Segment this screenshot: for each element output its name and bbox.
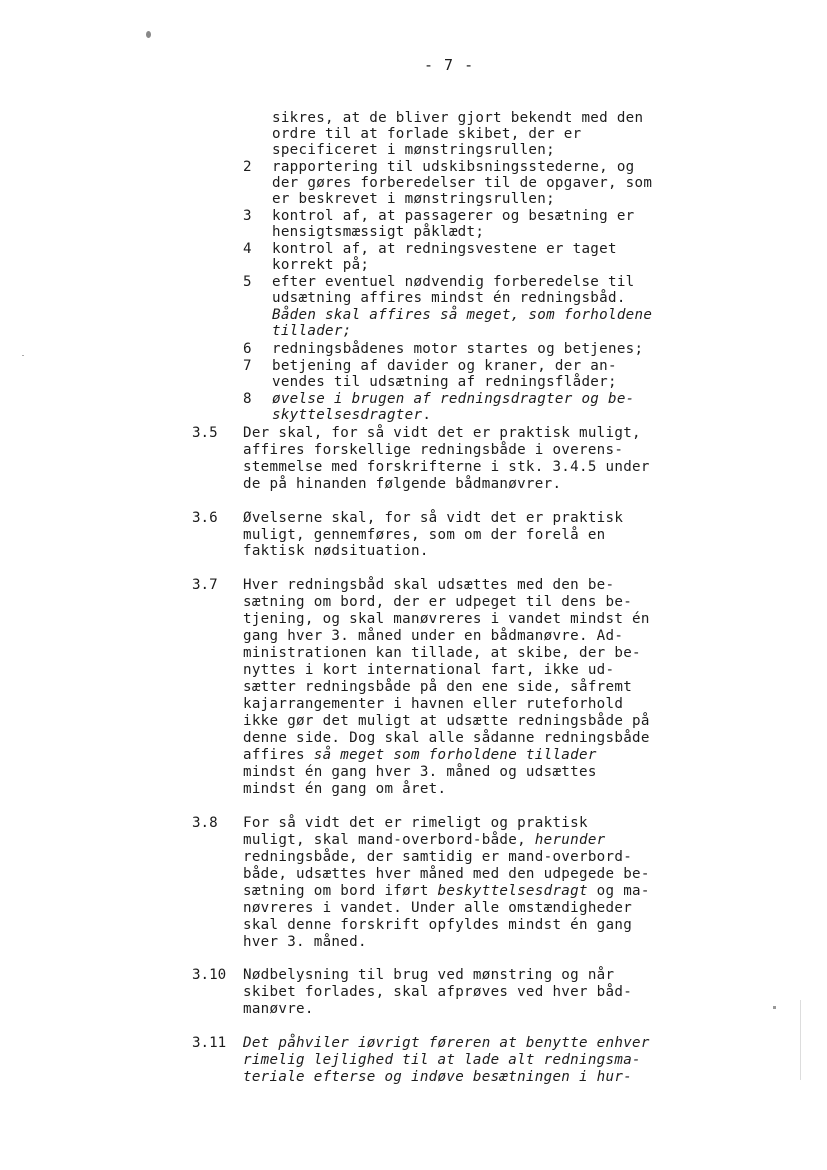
item-number: 3 <box>243 208 252 224</box>
text-line: ministrationen kan tillade, at skibe, der be- <box>243 645 641 661</box>
text-line-italic: Båden skal affires så meget, som forholdene <box>272 307 653 323</box>
text-line-italic: tillader; <box>272 323 352 339</box>
text-line: kontrol af, at passagerer og besætning er <box>272 208 635 224</box>
text-line <box>243 747 597 763</box>
text-line: muligt, gennemføres, som om der forelå en <box>243 527 606 543</box>
text-line: For så vidt det er rimeligt og praktisk <box>243 815 588 831</box>
text-line: faktisk nødsituation. <box>243 543 429 559</box>
text-span: . <box>422 407 432 423</box>
text-line: ikke gør det muligt at udsætte redningsbåde på <box>243 713 650 729</box>
section-number: 3.8 <box>192 815 218 831</box>
text-span: muligt, skal mand-overbord-både, <box>243 832 535 848</box>
text-line: de på hinanden følgende bådmanøvrer. <box>243 476 562 492</box>
text-line: skibet forlades, skal afprøves ved hver båd- <box>243 984 633 1000</box>
text-line: manøvre. <box>243 1001 314 1017</box>
text-italic: herunder <box>534 832 606 848</box>
section-number: 3.6 <box>192 510 218 526</box>
text-line <box>243 883 650 899</box>
item-number: 6 <box>243 341 252 357</box>
text-line: kajarrangementer i havnen eller ruteforhold <box>243 696 624 712</box>
text-line: Nødbelysning til brug ved mønstring og når <box>243 967 615 983</box>
text-line: udsætning affires mindst én redningsbåd. <box>272 290 626 306</box>
text-line: redningsbådenes motor startes og betjenes; <box>272 341 644 357</box>
text-line: korrekt på; <box>272 257 370 273</box>
text-line: mindst én gang om året. <box>243 781 447 797</box>
text-line-italic: Det påhviler iøvrigt føreren at benytte enhver <box>243 1035 650 1051</box>
text-line: nøvreres i vandet. Under alle omstændigheder <box>243 900 633 916</box>
section-number: 3.5 <box>192 425 218 441</box>
text-span: affires <box>243 747 314 763</box>
text-italic: skyttelsesdragter <box>272 407 423 423</box>
text-italic: beskyttelsesdragt <box>437 883 588 899</box>
text-line: gang hver 3. måned under en bådmanøvre. Ad- <box>243 628 624 644</box>
text-line: er beskrevet i mønstringsrullen; <box>272 191 555 207</box>
scan-mark <box>22 355 24 356</box>
text-line: kontrol af, at redningsvestene er taget <box>272 241 617 257</box>
text-line: efter eventuel nødvendig forberedelse til <box>272 274 635 290</box>
text-line: både, udsættes hver måned med den udpegede be- <box>243 866 650 882</box>
text-line <box>243 832 606 848</box>
text-line-italic: teriale efterse og indøve besætningen i hur- <box>243 1069 633 1085</box>
section-number: 3.10 <box>192 967 227 983</box>
text-line: Øvelserne skal, for så vidt det er praktisk <box>243 510 624 526</box>
text-line: ordre til at forlade skibet, der er <box>272 126 582 142</box>
section-number: 3.11 <box>192 1035 227 1051</box>
text-line: affires forskellige redningsbåde i overens- <box>243 442 624 458</box>
text-line: tjening, og skal manøvreres i vandet mindst én <box>243 611 650 627</box>
text-line: betjening af davider og kraner, der an- <box>272 358 617 374</box>
text-line: hensigtsmæssigt påklædt; <box>272 224 485 240</box>
item-number: 8 <box>243 391 252 407</box>
text-italic: så meget som forholdene tillader <box>313 747 597 763</box>
section-number: 3.7 <box>192 577 218 593</box>
text-line: redningsbåde, der samtidig er mand-overbord- <box>243 849 633 865</box>
text-line: sætter redningsbåde på den ene side, såfremt <box>243 679 633 695</box>
text-line-italic: rimelig lejlighed til at lade alt redningsma- <box>243 1052 641 1068</box>
text-line: skal denne forskrift opfyldes mindst én gang <box>243 917 633 933</box>
text-line: rapportering til udskibsningsstederne, og <box>272 159 635 175</box>
text-line: der gøres forberedelser til de opgaver, som <box>272 175 653 191</box>
text-line: mindst én gang hver 3. måned og udsættes <box>243 764 597 780</box>
page-number: - 7 - <box>424 56 475 74</box>
text-span: og ma- <box>587 883 650 899</box>
margin-tick <box>773 1006 776 1009</box>
text-line: sætning om bord, der er udpeget til dens be- <box>243 594 633 610</box>
item-number: 7 <box>243 358 252 374</box>
text-line: hver 3. måned. <box>243 934 367 950</box>
text-line: sikres, at de bliver gjort bekendt med den <box>272 110 644 126</box>
text-span: sætning om bord iført <box>243 883 438 899</box>
scan-speck <box>146 31 151 38</box>
text-line: stemmelse med forskrifterne i stk. 3.4.5 under <box>243 459 650 475</box>
text-line: vendes til udsætning af redningsflåder; <box>272 374 617 390</box>
item-number: 4 <box>243 241 252 257</box>
text-line: Hver redningsbåd skal udsættes med den be- <box>243 577 615 593</box>
text-line-italic: øvelse i brugen af redningsdragter og be- <box>272 391 635 407</box>
text-line: specificeret i mønstringsrullen; <box>272 142 555 158</box>
text-line <box>272 407 431 423</box>
text-line: denne side. Dog skal alle sådanne redningsbåde <box>243 730 650 746</box>
item-number: 5 <box>243 274 252 290</box>
margin-line <box>800 1000 801 1080</box>
text-line: Der skal, for så vidt det er praktisk muligt, <box>243 425 641 441</box>
item-number: 2 <box>243 159 252 175</box>
text-line: nyttes i kort international fart, ikke ud- <box>243 662 615 678</box>
